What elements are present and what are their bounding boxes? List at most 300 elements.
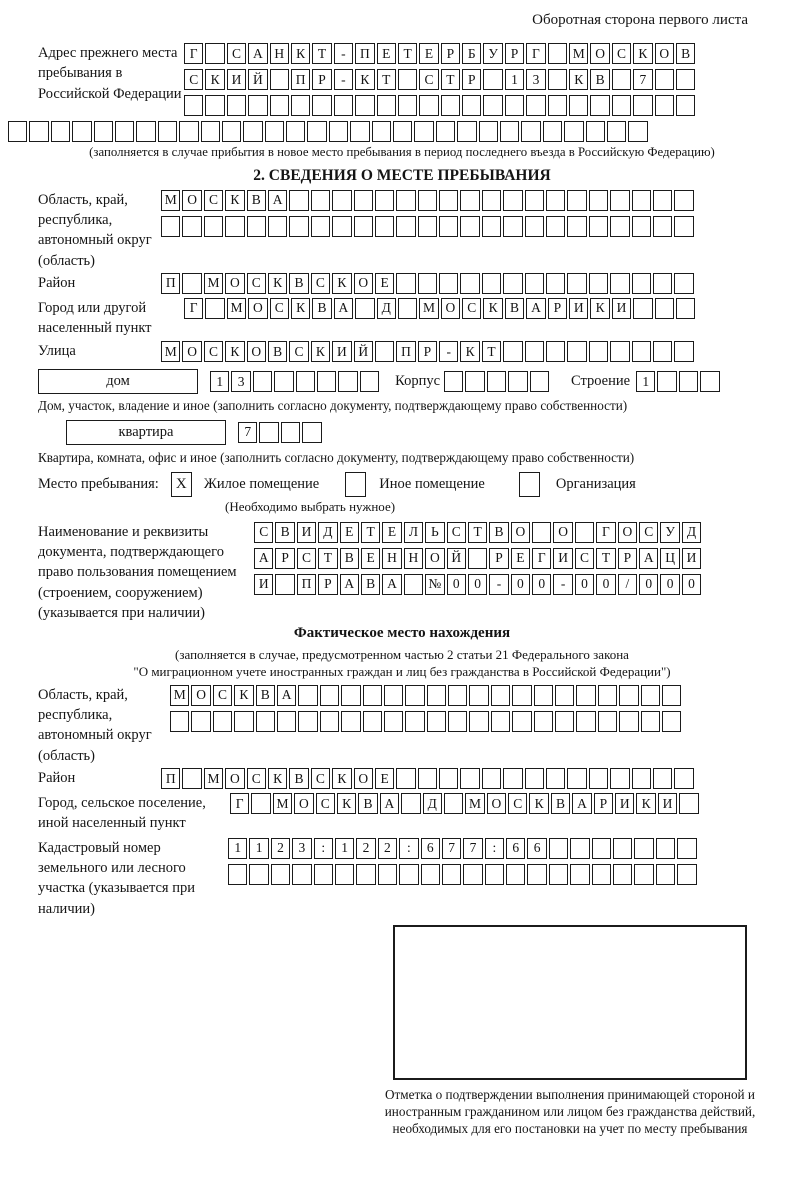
char-cell[interactable] [487,371,506,392]
char-cell[interactable] [526,95,545,116]
char-cell[interactable] [512,711,531,732]
char-cell[interactable]: Т [441,69,460,90]
char-cell[interactable] [354,190,373,211]
char-cell[interactable]: № [425,574,444,595]
char-cell[interactable] [396,190,415,211]
char-cell[interactable]: 3 [231,371,250,392]
char-cell[interactable] [427,685,446,706]
char-cell[interactable]: К [460,341,479,362]
char-cell[interactable] [674,216,693,237]
char-cell[interactable] [462,95,481,116]
char-cell[interactable]: Т [312,43,331,64]
char-cell[interactable] [372,121,391,142]
char-cell[interactable] [592,864,611,885]
char-cell[interactable]: 6 [506,838,525,859]
char-cell[interactable] [439,190,458,211]
char-cell[interactable] [482,216,501,237]
char-cell[interactable] [384,685,403,706]
char-cell[interactable]: - [439,341,458,362]
char-cell[interactable] [525,216,544,237]
char-cell[interactable] [567,768,586,789]
char-cell[interactable] [448,711,467,732]
char-cell[interactable] [270,95,289,116]
char-cell[interactable]: В [340,548,359,569]
char-cell[interactable] [311,216,330,237]
char-cell[interactable]: А [254,548,273,569]
char-cell[interactable] [314,864,333,885]
char-cell[interactable] [632,341,651,362]
char-cell[interactable]: О [225,273,244,294]
char-cell[interactable] [505,95,524,116]
char-cell[interactable] [356,864,375,885]
stamp-box[interactable] [393,925,747,1080]
char-cell[interactable]: Г [596,522,615,543]
char-cell[interactable]: 0 [660,574,679,595]
char-cell[interactable] [439,216,458,237]
char-cell[interactable]: 7 [463,838,482,859]
char-cell[interactable]: К [636,793,655,814]
char-cell[interactable] [483,95,502,116]
char-cell[interactable] [653,273,672,294]
char-cell[interactable] [527,864,546,885]
char-cell[interactable] [662,685,681,706]
char-cell[interactable] [444,793,463,814]
char-cell[interactable] [674,768,693,789]
char-cell[interactable] [281,422,300,443]
char-cell[interactable] [182,273,201,294]
char-cell[interactable] [543,121,562,142]
char-cell[interactable] [662,711,681,732]
char-cell[interactable] [555,685,574,706]
char-cell[interactable] [338,371,357,392]
char-cell[interactable] [396,768,415,789]
char-cell[interactable]: М [204,768,223,789]
char-cell[interactable]: Е [375,273,394,294]
char-cell[interactable]: П [161,768,180,789]
char-cell[interactable] [360,371,379,392]
char-cell[interactable]: Д [423,793,442,814]
char-cell[interactable]: М [227,298,246,319]
char-cell[interactable] [444,371,463,392]
char-cell[interactable] [243,121,262,142]
char-cell[interactable]: Е [340,522,359,543]
char-cell[interactable]: Е [511,548,530,569]
char-cell[interactable]: К [268,768,287,789]
char-cell[interactable] [653,216,672,237]
char-cell[interactable] [503,190,522,211]
char-cell[interactable]: А [340,574,359,595]
char-cell[interactable]: М [569,43,588,64]
char-cell[interactable]: Р [618,548,637,569]
char-cell[interactable] [548,43,567,64]
char-cell[interactable] [234,711,253,732]
char-cell[interactable] [396,216,415,237]
char-cell[interactable] [506,864,525,885]
char-cell[interactable]: 7 [238,422,257,443]
char-cell[interactable] [384,711,403,732]
char-cell[interactable] [227,95,246,116]
char-cell[interactable] [332,190,351,211]
char-cell[interactable]: В [312,298,331,319]
char-cell[interactable] [205,298,224,319]
char-cell[interactable] [460,216,479,237]
char-cell[interactable] [469,711,488,732]
char-cell[interactable] [201,121,220,142]
char-cell[interactable] [634,864,653,885]
char-cell[interactable]: Б [462,43,481,64]
char-cell[interactable] [632,216,651,237]
char-cell[interactable] [503,341,522,362]
char-cell[interactable] [674,341,693,362]
char-cell[interactable]: С [462,298,481,319]
char-cell[interactable]: Д [318,522,337,543]
char-cell[interactable]: И [553,548,572,569]
char-cell[interactable]: 2 [271,838,290,859]
char-cell[interactable] [375,216,394,237]
char-cell[interactable]: О [191,685,210,706]
char-cell[interactable]: - [553,574,572,595]
char-cell[interactable] [676,298,695,319]
char-cell[interactable] [548,95,567,116]
char-cell[interactable]: П [297,574,316,595]
char-cell[interactable]: В [247,190,266,211]
char-cell[interactable]: Д [682,522,701,543]
char-cell[interactable] [253,371,272,392]
char-cell[interactable] [534,711,553,732]
char-cell[interactable] [482,190,501,211]
char-cell[interactable] [298,685,317,706]
char-cell[interactable]: В [489,522,508,543]
char-cell[interactable]: В [268,341,287,362]
char-cell[interactable]: М [273,793,292,814]
char-cell[interactable] [248,95,267,116]
char-cell[interactable] [265,121,284,142]
char-cell[interactable] [641,685,660,706]
char-cell[interactable] [679,371,698,392]
char-cell[interactable] [483,69,502,90]
char-cell[interactable]: Г [230,793,249,814]
char-cell[interactable] [546,190,565,211]
char-cell[interactable] [655,69,674,90]
char-cell[interactable]: - [489,574,508,595]
char-cell[interactable] [657,371,676,392]
char-cell[interactable] [378,864,397,885]
char-cell[interactable]: : [399,838,418,859]
char-cell[interactable] [653,190,672,211]
char-cell[interactable] [653,768,672,789]
char-cell[interactable]: О [618,522,637,543]
char-cell[interactable] [399,864,418,885]
char-cell[interactable] [335,864,354,885]
char-cell[interactable] [448,685,467,706]
char-cell[interactable]: : [314,838,333,859]
char-cell[interactable] [491,711,510,732]
char-cell[interactable] [656,838,675,859]
char-cell[interactable]: И [569,298,588,319]
char-cell[interactable] [291,95,310,116]
char-cell[interactable] [589,768,608,789]
char-cell[interactable] [225,216,244,237]
char-cell[interactable]: Т [482,341,501,362]
stay-option-organization-checkbox[interactable] [519,472,540,497]
char-cell[interactable] [182,216,201,237]
char-cell[interactable] [94,121,113,142]
char-cell[interactable] [404,574,423,595]
char-cell[interactable]: К [590,298,609,319]
house-type-box[interactable]: дом [38,369,198,394]
char-cell[interactable]: Е [361,548,380,569]
char-cell[interactable]: И [297,522,316,543]
char-cell[interactable] [317,371,336,392]
char-cell[interactable]: Е [419,43,438,64]
char-cell[interactable]: 1 [505,69,524,90]
char-cell[interactable] [405,711,424,732]
char-cell[interactable] [350,121,369,142]
char-cell[interactable] [205,43,224,64]
stay-option-other-checkbox[interactable] [345,472,366,497]
char-cell[interactable]: 1 [335,838,354,859]
char-cell[interactable] [656,864,675,885]
char-cell[interactable]: Т [468,522,487,543]
char-cell[interactable] [546,768,565,789]
char-cell[interactable] [632,190,651,211]
char-cell[interactable] [302,422,321,443]
char-cell[interactable] [674,273,693,294]
char-cell[interactable]: М [465,793,484,814]
char-cell[interactable]: О [182,190,201,211]
char-cell[interactable] [289,216,308,237]
char-cell[interactable] [610,768,629,789]
char-cell[interactable] [676,69,695,90]
char-cell[interactable]: С [575,548,594,569]
char-cell[interactable] [634,838,653,859]
char-cell[interactable]: С [204,341,223,362]
char-cell[interactable]: 0 [511,574,530,595]
char-cell[interactable]: Ц [660,548,679,569]
char-cell[interactable]: К [311,341,330,362]
char-cell[interactable]: С [247,768,266,789]
char-cell[interactable] [332,216,351,237]
char-cell[interactable] [619,711,638,732]
char-cell[interactable] [567,341,586,362]
char-cell[interactable]: К [205,69,224,90]
char-cell[interactable]: 0 [682,574,701,595]
char-cell[interactable]: У [660,522,679,543]
char-cell[interactable] [205,95,224,116]
char-cell[interactable]: Т [398,43,417,64]
char-cell[interactable] [532,522,551,543]
char-cell[interactable]: И [254,574,273,595]
char-cell[interactable] [548,69,567,90]
char-cell[interactable]: 1 [249,838,268,859]
char-cell[interactable] [460,768,479,789]
char-cell[interactable] [355,95,374,116]
char-cell[interactable] [485,864,504,885]
char-cell[interactable] [398,298,417,319]
char-cell[interactable] [182,768,201,789]
char-cell[interactable] [29,121,48,142]
char-cell[interactable] [298,711,317,732]
char-cell[interactable] [436,121,455,142]
char-cell[interactable]: М [204,273,223,294]
char-cell[interactable]: В [358,793,377,814]
char-cell[interactable] [274,371,293,392]
char-cell[interactable] [570,864,589,885]
char-cell[interactable]: О [225,768,244,789]
char-cell[interactable] [259,422,278,443]
char-cell[interactable] [598,711,617,732]
char-cell[interactable] [567,190,586,211]
char-cell[interactable] [567,216,586,237]
char-cell[interactable] [482,768,501,789]
char-cell[interactable] [161,216,180,237]
char-cell[interactable]: М [419,298,438,319]
char-cell[interactable]: В [505,298,524,319]
char-cell[interactable] [619,685,638,706]
char-cell[interactable]: П [161,273,180,294]
char-cell[interactable] [503,273,522,294]
char-cell[interactable]: Р [548,298,567,319]
char-cell[interactable]: Г [184,298,203,319]
char-cell[interactable]: П [291,69,310,90]
char-cell[interactable]: С [508,793,527,814]
char-cell[interactable] [363,685,382,706]
char-cell[interactable]: П [396,341,415,362]
char-cell[interactable] [355,298,374,319]
char-cell[interactable] [503,216,522,237]
char-cell[interactable] [610,273,629,294]
char-cell[interactable]: 0 [468,574,487,595]
char-cell[interactable] [655,298,674,319]
char-cell[interactable] [256,711,275,732]
char-cell[interactable]: В [676,43,695,64]
char-cell[interactable]: М [170,685,189,706]
char-cell[interactable]: К [332,768,351,789]
char-cell[interactable] [549,864,568,885]
char-cell[interactable]: В [275,522,294,543]
char-cell[interactable] [549,838,568,859]
char-cell[interactable]: О [511,522,530,543]
char-cell[interactable]: С [184,69,203,90]
char-cell[interactable] [592,838,611,859]
char-cell[interactable]: Р [418,341,437,362]
char-cell[interactable] [401,793,420,814]
char-cell[interactable] [136,121,155,142]
char-cell[interactable] [508,371,527,392]
char-cell[interactable]: 0 [447,574,466,595]
char-cell[interactable] [632,768,651,789]
char-cell[interactable]: В [289,768,308,789]
char-cell[interactable]: С [311,273,330,294]
char-cell[interactable] [311,190,330,211]
char-cell[interactable] [286,121,305,142]
char-cell[interactable]: А [380,793,399,814]
char-cell[interactable] [570,838,589,859]
char-cell[interactable] [633,95,652,116]
char-cell[interactable]: 2 [356,838,375,859]
char-cell[interactable] [170,711,189,732]
char-cell[interactable] [460,273,479,294]
char-cell[interactable]: Ь [425,522,444,543]
char-cell[interactable] [546,216,565,237]
char-cell[interactable] [633,298,652,319]
char-cell[interactable]: Т [377,69,396,90]
char-cell[interactable] [677,864,696,885]
char-cell[interactable]: 1 [228,838,247,859]
char-cell[interactable]: 1 [636,371,655,392]
char-cell[interactable] [222,121,241,142]
char-cell[interactable]: К [332,273,351,294]
char-cell[interactable] [184,95,203,116]
char-cell[interactable] [427,711,446,732]
char-cell[interactable] [271,864,290,885]
char-cell[interactable] [418,768,437,789]
char-cell[interactable]: Й [248,69,267,90]
char-cell[interactable] [247,216,266,237]
char-cell[interactable]: С [289,341,308,362]
char-cell[interactable]: П [355,43,374,64]
char-cell[interactable]: С [254,522,273,543]
char-cell[interactable] [398,95,417,116]
char-cell[interactable] [613,864,632,885]
char-cell[interactable] [612,95,631,116]
char-cell[interactable] [268,216,287,237]
char-cell[interactable]: 7 [633,69,652,90]
char-cell[interactable] [463,864,482,885]
char-cell[interactable]: В [256,685,275,706]
char-cell[interactable] [546,273,565,294]
char-cell[interactable] [655,95,674,116]
char-cell[interactable] [610,341,629,362]
char-cell[interactable]: К [225,190,244,211]
char-cell[interactable] [555,711,574,732]
char-cell[interactable] [296,371,315,392]
char-cell[interactable]: К [569,69,588,90]
char-cell[interactable] [442,864,461,885]
char-cell[interactable] [576,685,595,706]
char-cell[interactable]: 1 [210,371,229,392]
char-cell[interactable]: С [213,685,232,706]
stay-option-residential-checkbox[interactable]: X [171,472,192,497]
char-cell[interactable]: А [277,685,296,706]
char-cell[interactable] [270,69,289,90]
char-cell[interactable]: У [483,43,502,64]
char-cell[interactable]: Т [318,548,337,569]
char-cell[interactable] [204,216,223,237]
char-cell[interactable]: Е [375,768,394,789]
char-cell[interactable]: О [441,298,460,319]
apartment-type-box[interactable]: квартира [66,420,226,445]
char-cell[interactable]: 6 [527,838,546,859]
char-cell[interactable] [329,121,348,142]
char-cell[interactable] [590,95,609,116]
char-cell[interactable] [115,121,134,142]
char-cell[interactable]: И [612,298,631,319]
char-cell[interactable]: А [639,548,658,569]
char-cell[interactable] [589,190,608,211]
char-cell[interactable]: Р [489,548,508,569]
char-cell[interactable] [377,95,396,116]
char-cell[interactable] [632,273,651,294]
char-cell[interactable]: О [655,43,674,64]
char-cell[interactable]: О [182,341,201,362]
char-cell[interactable] [418,216,437,237]
char-cell[interactable]: И [332,341,351,362]
char-cell[interactable] [586,121,605,142]
char-cell[interactable]: Г [532,548,551,569]
char-cell[interactable]: В [289,273,308,294]
char-cell[interactable] [414,121,433,142]
